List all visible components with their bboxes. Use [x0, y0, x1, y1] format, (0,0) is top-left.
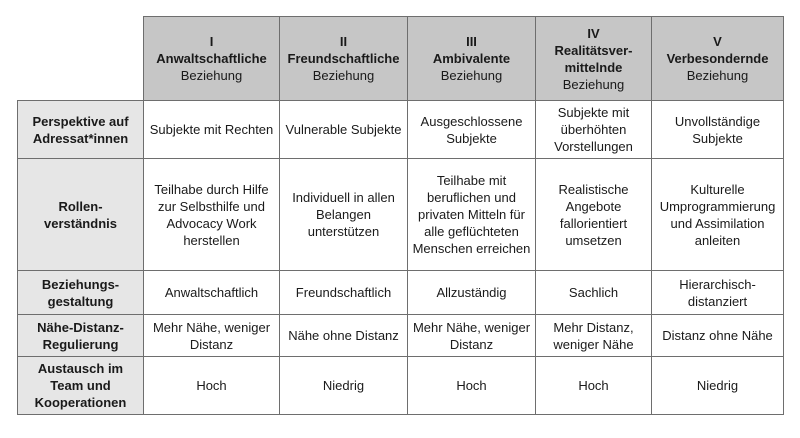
table-cell: Freundschaftlich: [280, 271, 408, 315]
column-title: Realitätsver- mittelnde: [554, 42, 633, 75]
row-label: Beziehungs-gestaltung: [18, 271, 144, 315]
table-cell: Mehr Nähe, weniger Distanz: [408, 315, 536, 357]
table-cell: Hoch: [536, 357, 652, 415]
column-number: V: [713, 34, 722, 49]
column-title: Ambivalente: [432, 51, 511, 66]
row-label: Rollen-verständnis: [18, 159, 144, 271]
column-number: III: [466, 34, 477, 49]
table-cell: Allzuständig: [408, 271, 536, 315]
column-number: IV: [587, 25, 600, 41]
table-cell: Nähe ohne Distanz: [280, 315, 408, 357]
table-row: [18, 271, 784, 315]
table-row: [18, 159, 784, 271]
table-cell: Vulnerable Subjekte: [280, 101, 408, 159]
relationship-types-table: [17, 16, 784, 415]
table-cell: Realistische Angebote fallorientiert umsetzen: [536, 159, 652, 271]
column-title: Anwaltschaftliche: [156, 51, 267, 66]
table-cell: Teilhabe durch Hilfe zur Selbsthilfe und Advocacy Work herstellen: [144, 159, 280, 271]
table-cell: Sachlich: [536, 271, 652, 315]
table-cell: Hoch: [144, 357, 280, 415]
column-subtitle: Beziehung: [440, 68, 503, 83]
table-cell: Individuell in allen Belangen unterstützen: [280, 159, 408, 271]
header-row: [18, 17, 784, 101]
table-cell: Teilhabe mit beruflichen und privaten Mitteln für alle geflüchteten Menschen erreichen: [408, 159, 536, 271]
table-cell: Mehr Nähe, weniger Distanz: [144, 315, 280, 357]
column-subtitle: Beziehung: [312, 68, 375, 83]
table-row: [18, 315, 784, 357]
row-label: Austausch im Team und Kooperationen: [18, 357, 144, 415]
row-label: Nähe-Distanz-Regulierung: [18, 315, 144, 357]
table-cell: Distanz ohne Nähe: [652, 315, 784, 357]
column-subtitle: Beziehung: [180, 68, 243, 83]
column-header: [144, 17, 280, 101]
corner-cell: [18, 17, 144, 101]
column-header: [536, 17, 652, 101]
table-cell: Subjekte mit Rechten: [144, 101, 280, 159]
column-number: I: [209, 34, 214, 49]
table-cell: Mehr Distanz, weniger Nähe: [536, 315, 652, 357]
column-header: [408, 17, 536, 101]
table-row: [18, 357, 784, 415]
table-row: [18, 101, 784, 159]
column-number: II: [339, 34, 348, 49]
column-header: [652, 17, 784, 101]
table-cell: Hierarchisch-distanziert: [652, 271, 784, 315]
table-cell: Ausgeschlossene Subjekte: [408, 101, 536, 159]
column-subtitle: Beziehung: [562, 76, 625, 92]
column-subtitle: Beziehung: [686, 68, 749, 83]
column-title: Freundschaftliche: [287, 51, 400, 66]
table-cell: Anwaltschaftlich: [144, 271, 280, 315]
table-cell: Subjekte mit überhöhten Vorstellungen: [536, 101, 652, 159]
table-cell: Niedrig: [280, 357, 408, 415]
column-title: Verbesondernde: [666, 51, 769, 66]
table-cell: Unvollständige Subjekte: [652, 101, 784, 159]
column-header: [280, 17, 408, 101]
table-cell: Niedrig: [652, 357, 784, 415]
table-cell: Kulturelle Umprogrammierung und Assimilation anleiten: [652, 159, 784, 271]
row-label: Perspektive auf Adressat*innen: [18, 101, 144, 159]
table-cell: Hoch: [408, 357, 536, 415]
